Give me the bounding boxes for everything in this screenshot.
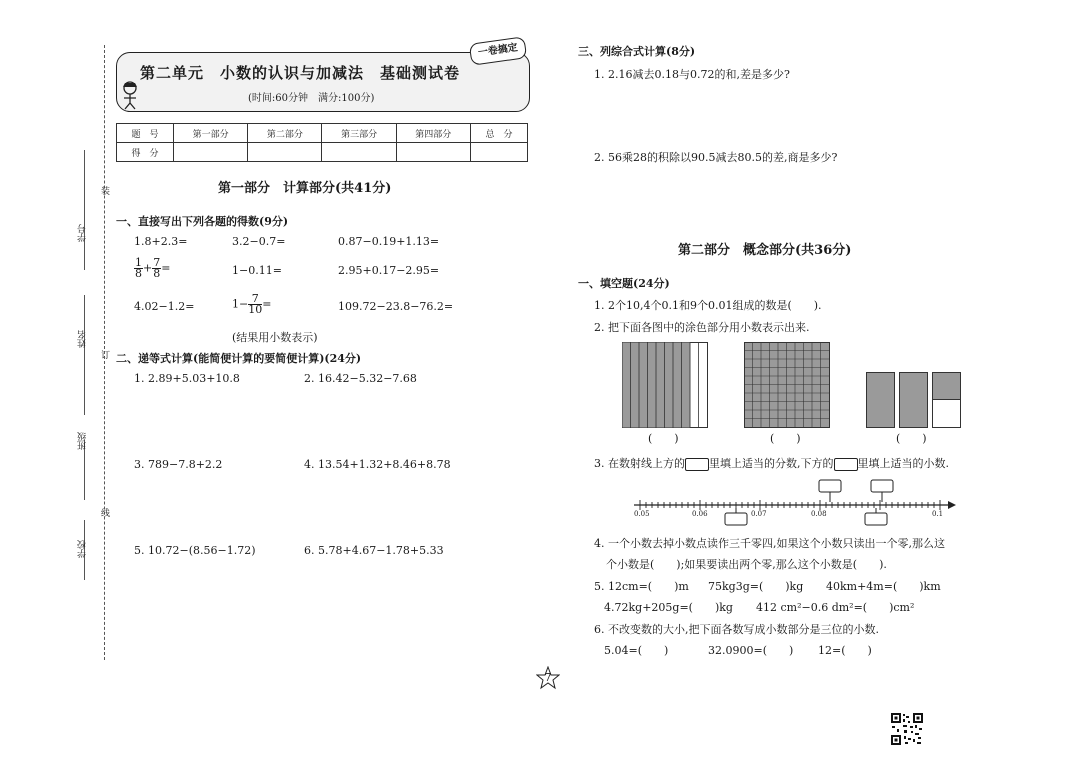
unit-conversion: 5. 12cm=( )m bbox=[594, 580, 689, 593]
fill-blank-heading: 一、填空题(24分) bbox=[578, 277, 670, 290]
word-problem: 2. 56乘28的积除以90.5减去80.5的差,商是多少? bbox=[594, 151, 838, 164]
calc-item: 1−0.11= bbox=[232, 264, 282, 277]
binding-char-xian: 线 bbox=[99, 508, 109, 517]
part3-heading: 三、列综合式计算(8分) bbox=[578, 45, 696, 58]
answer-box-icon bbox=[685, 458, 709, 471]
name-line bbox=[84, 295, 85, 415]
step-calc-item: 4. 13.54+1.32+8.46+8.78 bbox=[304, 458, 451, 471]
answer-paren[interactable]: ( ) bbox=[648, 432, 679, 445]
part1-sec2-heading: 二、递等式计算(能简便计算的要简便计算)(24分) bbox=[116, 352, 362, 365]
badge-yijuan: 一卷搞定 bbox=[469, 36, 528, 66]
score-header-cell: 第三部分 bbox=[322, 124, 396, 143]
decimal-rewrite: 32.0900=( ) bbox=[708, 644, 794, 657]
q3-text-pre: 3. 在数射线上方的 bbox=[594, 457, 685, 470]
score-table bbox=[116, 123, 528, 162]
score-header-cell: 总 分 bbox=[470, 124, 527, 143]
binding-char-ding: 订 bbox=[99, 350, 109, 359]
score-header-cell: 第四部分 bbox=[396, 124, 470, 143]
exam-time-score: (时间:60分钟 满分:100分) bbox=[248, 93, 375, 104]
result-note: (结果用小数表示) bbox=[232, 331, 318, 344]
step-calc-item: 3. 789−7.8+2.2 bbox=[134, 458, 223, 471]
score-row-label: 得 分 bbox=[117, 143, 174, 162]
score-input-cell[interactable] bbox=[248, 143, 322, 162]
calc-item: 4.02−1.2= bbox=[134, 300, 195, 313]
score-input-cell[interactable] bbox=[396, 143, 470, 162]
binding-char-zhuang: 装 bbox=[99, 186, 109, 195]
tick-label: 0.06 bbox=[692, 510, 708, 518]
fill-question-6: 6. 不改变数的大小,把下面各数写成小数部分是三位的小数. bbox=[594, 623, 879, 636]
fraction-numerator: 7 bbox=[248, 294, 262, 305]
cartoon-figure-icon bbox=[118, 80, 142, 110]
margin-label-class: 班级 bbox=[78, 432, 88, 450]
margin-label-name: 姓名 bbox=[78, 330, 88, 348]
word-problem: 1. 2.16减去0.18与0.72的和,差是多少? bbox=[594, 68, 790, 81]
fill-question-2: 2. 把下面各图中的涂色部分用小数表示出来. bbox=[594, 321, 810, 334]
part2-title: 第二部分 概念部分(共36分) bbox=[678, 243, 852, 258]
calc-item-fraction bbox=[134, 258, 170, 279]
answer-paren[interactable]: ( ) bbox=[770, 432, 801, 445]
fill-question-4: 4. 一个小数去掉小数点读作三千零四,如果这个小数只读出一个零,那么这 bbox=[594, 537, 945, 550]
step-calc-item: 2. 16.42−5.32−7.68 bbox=[304, 372, 417, 385]
fill-question-4-cont: 个小数是( );如果要读出两个零,那么这个小数是( ). bbox=[606, 558, 887, 571]
calc-item: 2.95+0.17−2.95= bbox=[338, 264, 440, 277]
fill-question-1: 1. 2个10,4个0.1和9个0.01组成的数是( ). bbox=[594, 299, 822, 312]
tick-label: 0.08 bbox=[811, 510, 827, 518]
part1-title: 第一部分 计算部分(共41分) bbox=[218, 181, 392, 196]
score-header-cell: 题 号 bbox=[117, 124, 174, 143]
calc-item: 0.87−0.19+1.13= bbox=[338, 235, 440, 248]
unit-conversion: 412 cm²−0.6 dm²=( )cm² bbox=[756, 601, 915, 614]
equals-sign: = bbox=[161, 261, 171, 275]
decimal-figure-strips bbox=[622, 342, 708, 428]
answer-paren[interactable]: ( ) bbox=[896, 432, 927, 445]
page-number: 7 bbox=[544, 671, 552, 684]
page-title: 第二单元 小数的认识与加减法 基础测试卷 bbox=[140, 64, 461, 82]
decimal-figure-grid bbox=[744, 342, 830, 428]
calc-item: 3.2−0.7= bbox=[232, 235, 286, 248]
step-calc-item: 1. 2.89+5.03+10.8 bbox=[134, 372, 240, 385]
fraction-denominator: 8 bbox=[135, 267, 142, 280]
decimal-figure-rectangles bbox=[866, 372, 962, 428]
q3-text-mid: 里填上适当的分数,下方的 bbox=[709, 457, 834, 470]
decimal-rewrite: 12=( ) bbox=[818, 644, 872, 657]
score-header-cell: 第二部分 bbox=[248, 124, 322, 143]
unit-conversion: 4.72kg+205g=( )kg bbox=[604, 601, 733, 614]
plus-sign: + bbox=[143, 261, 153, 275]
score-header-cell: 第一部分 bbox=[174, 124, 248, 143]
tick-label: 0.1 bbox=[932, 510, 944, 518]
decimal-rewrite: 5.04=( ) bbox=[604, 644, 669, 657]
fraction-denominator: 10 bbox=[248, 303, 263, 316]
unit-conversion: 75kg3g=( )kg bbox=[708, 580, 804, 593]
unit-conversion: 40km+4m=( )km bbox=[826, 580, 941, 593]
student-id-line bbox=[84, 150, 85, 270]
calc-item-fraction bbox=[232, 294, 271, 315]
score-input-cell[interactable] bbox=[322, 143, 396, 162]
fraction-denominator: 8 bbox=[153, 267, 161, 280]
score-input-cell[interactable] bbox=[174, 143, 248, 162]
fill-question-3 bbox=[594, 455, 949, 471]
tick-label: 0.07 bbox=[751, 510, 767, 518]
calc-item: 1.8+2.3= bbox=[134, 235, 188, 248]
step-calc-item: 5. 10.72−(8.56−1.72) bbox=[134, 544, 256, 557]
fraction-lead: 1− bbox=[232, 297, 249, 311]
margin-label-id: 学号 bbox=[78, 224, 88, 242]
equals-sign: = bbox=[262, 297, 272, 311]
qr-code-icon bbox=[890, 712, 924, 746]
calc-item: 109.72−23.8−76.2= bbox=[338, 300, 454, 313]
number-ray bbox=[630, 477, 960, 527]
part1-sec1-heading: 一、直接写出下列各题的得数(9分) bbox=[116, 215, 289, 228]
tick-label: 0.05 bbox=[634, 510, 650, 518]
q3-text-post: 里填上适当的小数. bbox=[857, 457, 949, 470]
answer-box-icon bbox=[834, 458, 858, 471]
score-input-cell[interactable] bbox=[470, 143, 527, 162]
step-calc-item: 6. 5.78+4.67−1.78+5.33 bbox=[304, 544, 444, 557]
fraction-numerator: 7 bbox=[153, 256, 161, 269]
margin-label-school: 学校 bbox=[78, 540, 88, 558]
fraction-numerator: 1 bbox=[135, 256, 142, 269]
